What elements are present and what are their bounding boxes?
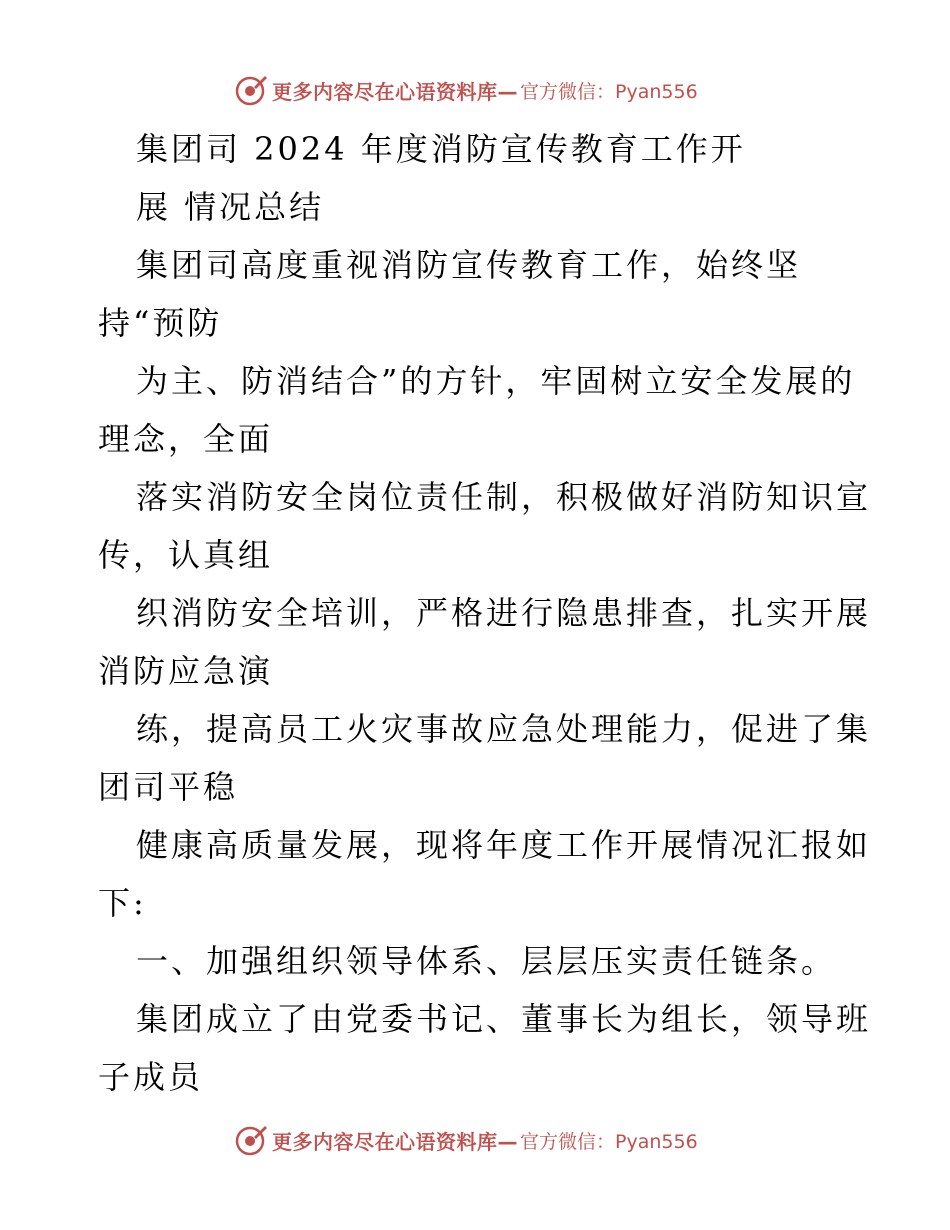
body-line-9: 练，提高员工火灾事故应急处理能力，促进了集	[136, 710, 872, 748]
watermark-text: 更多内容尽在心语资料库—	[272, 79, 518, 104]
body-line-14: 集团成立了由党委书记、董事长为组长，领导班	[136, 1000, 872, 1038]
body-line-10: 团司平稳	[98, 768, 239, 806]
pen-logo-icon	[234, 73, 268, 107]
body-line-4: 理念，全面	[98, 420, 274, 458]
document-body	[98, 120, 872, 1106]
body-line-6: 传，认真组	[98, 536, 274, 574]
header-watermark	[234, 72, 698, 108]
section-heading-1: 一、加强组织领导体系、层层压实责任链条。	[136, 942, 837, 980]
footer-watermark	[234, 1122, 698, 1158]
body-line-7: 织消防安全培训，严格进行隐患排查，扎实开展	[136, 594, 872, 632]
watermark-contact: 官方微信：Pyan556	[520, 80, 698, 103]
watermark-text: 更多内容尽在心语资料库—	[272, 1129, 518, 1154]
doc-title-line-2: 展 情况总结	[136, 188, 325, 226]
body-line-2: 持“预防	[98, 304, 223, 342]
body-line-3: 为主、防消结合”的方针，牢固树立安全发展的	[136, 362, 856, 400]
pen-logo-icon	[234, 1123, 268, 1157]
body-line-1: 集团司高度重视消防宣传教育工作，始终坚	[136, 246, 802, 284]
doc-title-line-1: 集团司 2024 年度消防宣传教育工作开	[136, 130, 746, 168]
body-line-11: 健康高质量发展，现将年度工作开展情况汇报如	[136, 826, 872, 864]
body-line-8: 消防应急演	[98, 652, 274, 690]
body-line-15: 子成员	[98, 1058, 204, 1096]
body-line-5: 落实消防安全岗位责任制，积极做好消防知识宣	[136, 478, 872, 516]
body-line-12: 下:	[98, 884, 147, 922]
watermark-contact: 官方微信：Pyan556	[520, 1130, 698, 1153]
